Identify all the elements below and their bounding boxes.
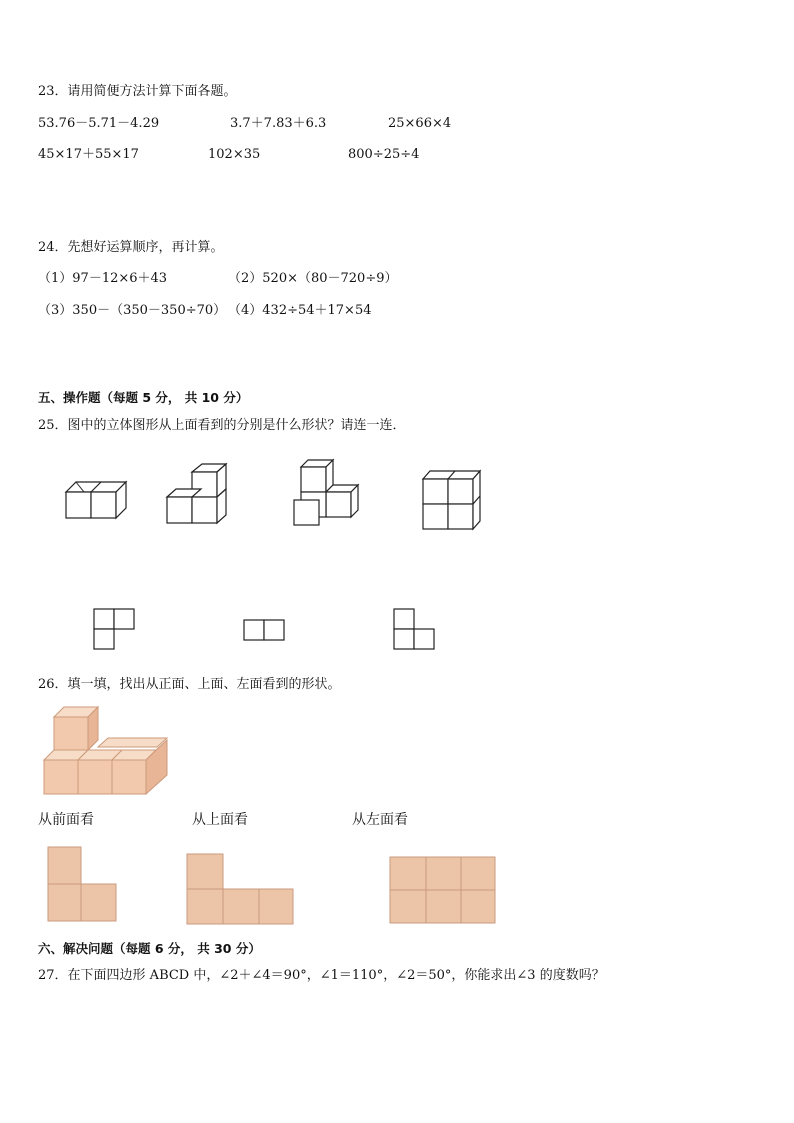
q25-top-view-option-2[interactable] <box>243 619 288 644</box>
q25-top-view-option-3[interactable] <box>393 608 438 653</box>
q23-title: 23．请用简便方法计算下面各题。 <box>38 84 237 99</box>
q24-title: 24．先想好运算顺序，再计算。 <box>38 240 224 255</box>
section-5-heading: 五、操作题（每题 5 分， 共 10 分） <box>38 390 249 405</box>
q23-expr-4: 45×17＋55×17 <box>38 147 139 162</box>
view-label-left: 从左面看 <box>352 812 408 828</box>
q26-top-view <box>185 852 297 927</box>
view-label-front: 从前面看 <box>38 812 94 828</box>
q23-expr-6: 800÷25÷4 <box>348 147 420 162</box>
q24-item-2: （2）520×（80－720÷9） <box>228 271 398 286</box>
q23-expr-1: 53.76－5.71－4.29 <box>38 116 160 131</box>
q24-item-4: （4）432÷54＋17×54 <box>228 303 372 318</box>
q27-title: 27．在下面四边形 ABCD 中，∠2＋∠4＝90°，∠1＝110°，∠2＝50°，你能求出∠3 的度数吗？ <box>38 968 605 983</box>
q26-block-figure <box>42 705 172 800</box>
q24-item-3: （3）350－（350－350÷70） <box>38 303 227 318</box>
q25-title: 25．图中的立体图形从上面看到的分别是什么形状？请连一连． <box>38 418 406 433</box>
q26-front-view <box>46 845 121 925</box>
q25-top-view-option-1[interactable] <box>93 608 138 653</box>
q23-expr-3: 25×66×4 <box>388 116 452 131</box>
q25-solid-figure-2 <box>162 460 232 530</box>
q25-solid-figure-3 <box>288 455 368 530</box>
q24-item-1: （1）97－12×6＋43 <box>38 271 168 286</box>
q26-title: 26．填一填，找出从正面、上面、左面看到的形状。 <box>38 677 341 692</box>
section-6-heading: 六、解决问题（每题 6 分， 共 30 分） <box>38 941 261 956</box>
q25-solid-figure-4 <box>418 465 488 535</box>
q23-expr-2: 3.7＋7.83＋6.3 <box>230 116 327 131</box>
q26-left-view <box>388 855 498 927</box>
view-label-top: 从上面看 <box>192 812 248 828</box>
q23-expr-5: 102×35 <box>208 147 261 162</box>
q25-solid-figure-1 <box>60 470 130 530</box>
